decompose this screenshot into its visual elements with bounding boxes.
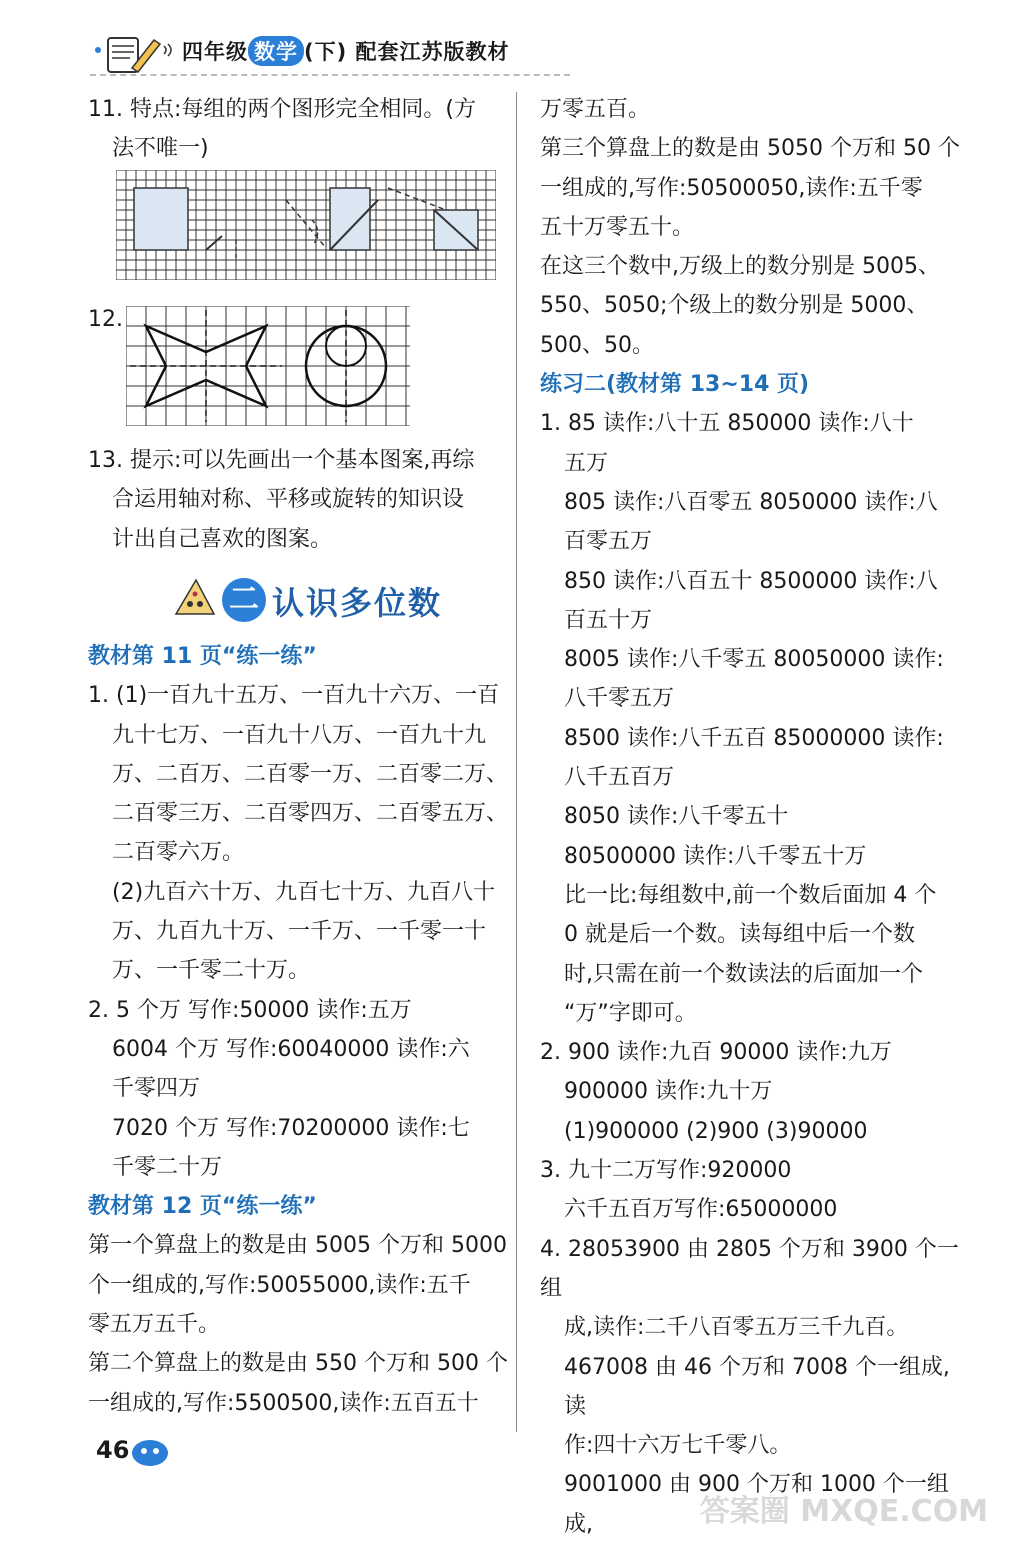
ans-line: 1. (1)一百九十五万、一百九十六万、一百 (88, 683, 500, 709)
ans-line: 万、一千零二十万。 (112, 958, 311, 984)
right-column (540, 90, 960, 1544)
ans-line: 2. 5 个万 写作:50000 读作:五万 (88, 997, 412, 1023)
ans-line: 1. 85 读作:八十五 850000 读作:八十 (540, 411, 914, 437)
ans-line: 850 读作:八百五十 8500000 读作:八 (564, 568, 938, 594)
section-heading-p12: 教材第 12 页“练一练” (88, 1194, 317, 1220)
section-heading-ex2: 练习二(教材第 13~14 页) (540, 372, 810, 398)
ans-line: 第一个算盘上的数是由 5005 个万和 5000 (88, 1233, 507, 1259)
ans-line: 零五万五千。 (88, 1312, 221, 1338)
section-heading-p11: 教材第 11 页“练一练” (88, 644, 317, 669)
page-header (90, 28, 570, 78)
ans-line: 万零五百。 (540, 97, 651, 122)
ans-line: 3. 九十二万写作:920000 (540, 1158, 792, 1184)
ans-line: 8005 读作:八千零五 80050000 读作: (564, 647, 944, 673)
ans-line: 8500 读作:八千五百 85000000 读作: (564, 725, 944, 751)
page-number: 46 (96, 1436, 130, 1464)
q11-line2: 法不唯一) (112, 136, 209, 162)
ans-line: 五万 (564, 450, 609, 476)
q11-line1: 11. 特点:每组的两个图形完全相同。(方 (88, 97, 476, 122)
chapter-number: 二 (222, 578, 266, 622)
q13-line2: 合运用轴对称、平移或旋转的知识设 (112, 487, 465, 513)
ans-line: 900000 读作:九十万 (564, 1079, 773, 1105)
ans-line: 作:四十六万七千零八。 (564, 1433, 792, 1459)
ans-line: 百零五万 (564, 529, 653, 555)
column-divider (516, 92, 517, 1432)
ans-line: 成,读作:二千八百零五万三千九百。 (564, 1315, 909, 1341)
ans-line: 九十七万、一百九十八万、一百九十九 (112, 722, 487, 748)
ans-line: 805 读作:八百零五 8050000 读作:八 (564, 489, 938, 515)
page-number-badge (86, 1430, 186, 1476)
ans-line: 二百零六万。 (112, 840, 245, 866)
book-pencil-icon (90, 32, 174, 76)
left-column-body (88, 637, 508, 1423)
ans-line: (2)九百六十万、九百七十万、九百八十 (112, 879, 496, 905)
ans-line: 9001000 由 900 个万和 1000 个一组成, (564, 1472, 949, 1537)
q13-line3: 计出自己喜欢的图案。 (112, 526, 333, 552)
ans-line: 百五十万 (564, 607, 653, 633)
ans-line: 2. 900 读作:九百 90000 读作:九万 (540, 1040, 892, 1066)
ans-line: 万、二百万、二百零一万、二百零二万、 (112, 761, 509, 787)
header-title: 四年级 数学 (下) 配套江苏版教材 (182, 36, 510, 66)
watermark: 答案圈 MXQE.COM (699, 1494, 988, 1529)
q12-grid-figure (126, 306, 410, 426)
ans-line: 比一比:每组数中,前一个数后面加 4 个 (564, 882, 937, 908)
left-column-top (88, 90, 503, 169)
ans-line: 千零二十万 (112, 1154, 223, 1180)
ans-line: 万、九百九十万、一千万、一千零一十 (112, 919, 487, 945)
ans-line: 第三个算盘上的数是由 5050 个万和 50 个 (540, 136, 960, 162)
ans-line: 千零四万 (112, 1076, 201, 1102)
ans-line: 在这三个数中,万级上的数分别是 5005、 (540, 254, 940, 280)
q13-block (88, 441, 503, 559)
ans-line: 6004 个万 写作:60040000 读作:六 (112, 1036, 470, 1062)
mascot-icon (170, 574, 220, 624)
ans-line: 时,只需在前一个数读法的后面加一个 (564, 961, 923, 987)
ans-line: 550、5050;个级上的数分别是 5000、 (540, 293, 929, 319)
ans-line: (1)900000 (2)900 (3)90000 (564, 1118, 868, 1144)
q11-grid-figure (116, 170, 496, 280)
ans-line: 五十万零五十。 (540, 214, 695, 240)
ans-line: 7020 个万 写作:70200000 读作:七 (112, 1115, 470, 1141)
ans-line: 一组成的,写作:50500050,读作:五千零 (540, 175, 923, 201)
ans-line: 二百零三万、二百零四万、二百零五万、 (112, 801, 509, 827)
ans-line: 467008 由 46 个万和 7008 个一组成,读 (564, 1354, 950, 1419)
chapter-title: 认识多位数 (272, 584, 443, 622)
q12-label: 12. (88, 307, 123, 332)
ans-line: 个一组成的,写作:50055000,读作:五千 (88, 1272, 471, 1298)
ans-line: 0 就是后一个数。读每组中后一个数 (564, 922, 915, 948)
ans-line: “万”字即可。 (564, 1000, 697, 1026)
ans-line: 80500000 读作:八千零五十万 (564, 843, 867, 869)
ans-line: 第二个算盘上的数是由 550 个万和 500 个 (88, 1351, 508, 1377)
header-divider (90, 74, 570, 76)
ans-line: 一组成的,写作:5500500,读作:五百五十 (88, 1390, 479, 1416)
ans-line: 4. 28053900 由 2805 个万和 3900 个一组 (540, 1236, 959, 1301)
ans-line: 八千零五万 (564, 686, 675, 712)
ans-line: 六千五百万写作:65000000 (564, 1197, 838, 1223)
ans-line: 500、50。 (540, 332, 654, 358)
chapter-heading (170, 572, 470, 628)
ans-line: 8050 读作:八千零五十 (564, 804, 789, 830)
q13-line1: 13. 提示:可以先画出一个基本图案,再综 (88, 448, 475, 473)
ans-line: 八千五百万 (564, 765, 675, 791)
page-arrow-icon (130, 1438, 170, 1468)
